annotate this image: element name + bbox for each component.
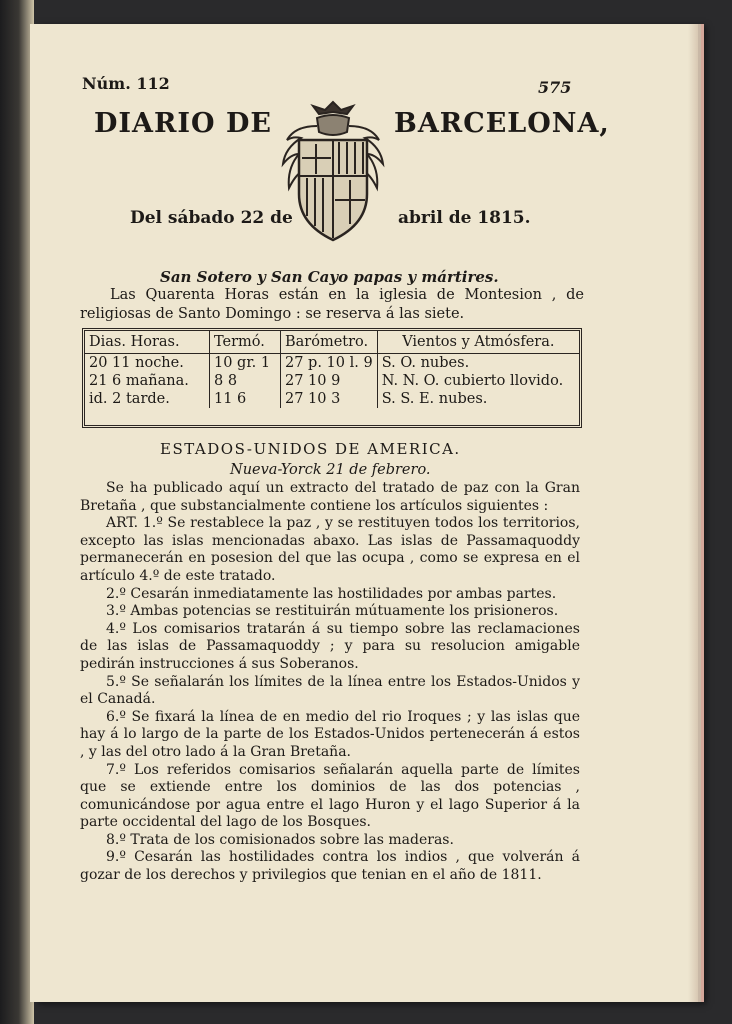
weather-cell: S. S. E. nubes. bbox=[377, 390, 579, 408]
weather-col-thermo: Termó. bbox=[210, 331, 281, 354]
weather-col-days: Dias. Horas. bbox=[85, 331, 210, 354]
weather-cell: id. 2 tarde. bbox=[89, 391, 170, 407]
masthead-title-left: DIARIO DE bbox=[94, 108, 272, 139]
weather-grid bbox=[85, 331, 579, 408]
article-body bbox=[80, 480, 580, 885]
forty-hours-text: Las Quarenta Horas están en la iglesia de Montesion , de religiosas de Santo Domingo : se reserva á las siete. bbox=[80, 287, 584, 322]
article-paragraph: Se ha publicado aquí un extracto del tratado de paz con la Gran Bretaña , que substancialmente contiene los artículos siguientes : bbox=[80, 480, 580, 514]
weather-row bbox=[85, 372, 579, 390]
coat-of-arms-icon bbox=[277, 96, 389, 248]
saints-of-day: San Sotero y San Cayo papas y mártires. bbox=[160, 268, 499, 286]
article-paragraph: ART. 1.º Se restablece la paz , y se restituyen todos los territorios, excepto las islas mencionadas abaxo. Las islas de Passamaquoddy permanecerán en posesion del que las ocupa , como se expresa en el artículo 4.º de este tratado. bbox=[80, 515, 580, 584]
article-paragraph: 9.º Cesarán las hostilidades contra los indios , que volverán á gozar de los derechos y privilegios que tenian en el año de 1811. bbox=[80, 849, 580, 884]
weather-cell: 11 6 bbox=[210, 390, 281, 408]
weather-table bbox=[82, 328, 582, 428]
article-paragraph: 2.º Cesarán inmediatamente las hostilidades por ambas partes. bbox=[106, 585, 557, 602]
weather-cell: 27 10 9 bbox=[281, 372, 378, 390]
article-dateline: Nueva-Yorck 21 de febrero. bbox=[230, 462, 431, 478]
date-left: Del sábado 22 de bbox=[130, 208, 293, 228]
article-paragraph: 3.º Ambas potencias se restituirán mútuamente los prisioneros. bbox=[106, 603, 559, 620]
weather-cell: 20 11 noche. bbox=[89, 355, 184, 371]
issue-number: Núm. 112 bbox=[82, 74, 170, 93]
weather-cell: 27 p. 10 l. 9 bbox=[281, 354, 378, 373]
weather-col-winds: Vientos y Atmósfera. bbox=[377, 331, 579, 354]
newspaper-page bbox=[30, 24, 698, 1002]
article-paragraph: 6.º Se fixará la línea de en medio del rio Iroques ; y las islas que hay á lo largo de la parte de los Estados-Unidos pertenecerán á estos , y las del otro lado á la Gran Bretaña. bbox=[80, 708, 580, 760]
section-title: ESTADOS-UNIDOS DE AMERICA. bbox=[160, 440, 461, 458]
weather-col-barometer: Barómetro. bbox=[281, 331, 378, 354]
weather-cell: 8 8 bbox=[210, 372, 281, 390]
date-right: abril de 1815. bbox=[398, 208, 531, 228]
weather-cell: N. N. O. cubierto llovido. bbox=[377, 372, 579, 390]
weather-cell: 21 6 mañana. bbox=[89, 373, 189, 389]
masthead-title-right: BARCELONA, bbox=[394, 108, 610, 139]
weather-cell: 10 gr. 1 bbox=[210, 354, 281, 373]
weather-row bbox=[85, 390, 579, 408]
book-spine bbox=[0, 0, 34, 1024]
forty-hours-notice bbox=[80, 286, 584, 324]
article-paragraph: 8.º Trata de los comisionados sobre las maderas. bbox=[106, 831, 454, 848]
weather-header-row bbox=[85, 331, 579, 354]
weather-cell: S. O. nubes. bbox=[377, 354, 579, 373]
article-paragraph: 5.º Se señalarán los límites de la línea entre los Estados-Unidos y el Canadá. bbox=[80, 673, 580, 708]
article-paragraph: 4.º Los comisarios tratarán á su tiempo sobre las reclamaciones de las islas de Passamaquoddy ; y para su resolucion amigable pedirán instrucciones á sus Soberanos. bbox=[80, 620, 580, 672]
article-paragraph: 7.º Los referidos comisarios señalarán aquella parte de límites que se extiende entre los dominios de las dos potencias , comunicándose por agua entre el lago Huron y el lago Superior á la parte occidental del lago de los Bosques. bbox=[80, 761, 580, 831]
weather-row bbox=[85, 354, 579, 373]
weather-cell: 27 10 3 bbox=[281, 390, 378, 408]
page-number: 575 bbox=[538, 78, 572, 97]
